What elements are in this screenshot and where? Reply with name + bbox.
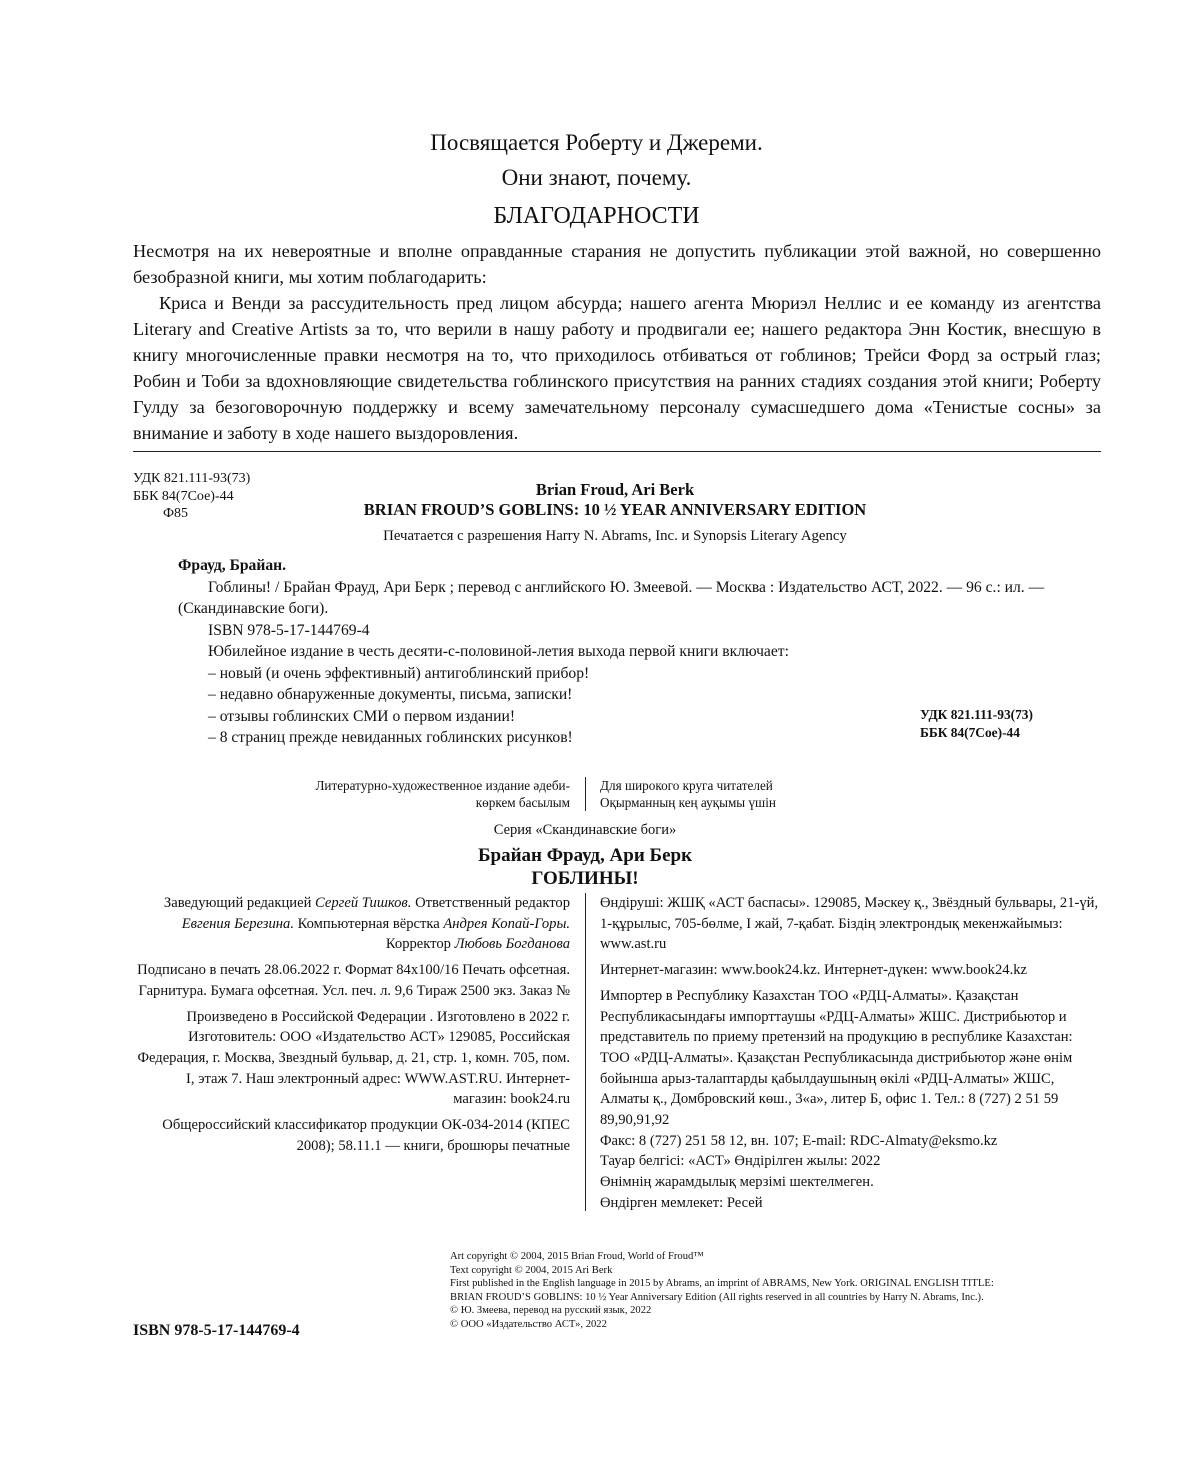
audience-divider [585, 777, 586, 811]
kz-producer: Өндіруші: ЖШҚ «АСТ баспасы». 129085, Мәскеу қ., Звёздный бульвары, 21-үй, 1-құрылыс, 705-бөлме, I жай, 7-қабат. Біздің электрондық мекенжайымыз: www.ast.ru [600, 895, 1099, 953]
catalog-codes [920, 706, 1033, 741]
bbk-code: ББК 84(7Сое)-44 [133, 488, 234, 504]
name: Евгения Березина. [181, 915, 294, 932]
catalog-item: – отзывы гоблинских СМИ о первом издании! [208, 707, 516, 725]
imprint-left [133, 893, 570, 1161]
edition-type [250, 777, 570, 811]
catalog-item: – 8 страниц прежде невиданных гоблинских рисунков! [208, 729, 573, 746]
catalog-heading: Фрауд, Брайан. [178, 557, 287, 574]
label: Заведующий редакцией [163, 895, 316, 911]
online-shop: Интернет-магазин: www.book24.kz. Интернет-дүкен: www.book24.kz [600, 962, 1027, 979]
audience-line: Для широкого круга читателей [600, 778, 773, 793]
copyright-line: First published in the English language in 2015 by Abrams, an imprint of ABRAMS, New York. ORIGINAL ENGLISH TITLE: [450, 1278, 994, 1290]
isbn-bottom: ISBN 978-5-17-144769-4 [133, 1322, 300, 1339]
series-authors: Брайан Фрауд, Ари Берк [477, 845, 693, 866]
copyright-line: BRIAN FROUD’S GOBLINS: 10 ½ Year Anniversary Edition (All rights reserved in all countries by Harry N. Abrams, Inc.). [450, 1291, 984, 1303]
series-label: Серия «Скандинавские боги» [493, 822, 677, 838]
kz-importer: Импортер в Республику Казахстан ТОО «РДЦ-Алматы». Қазақстан Республикасындағы импорттаушы «РДЦ-Алматы» ЖШС. Дистрибьютор и представитель по приему претензий на продукцию в республике Казахстан: ТОО «РДЦ-Алматы». Қазақстан Республикасында дистрибьютор және өнім бойынша арыз-талаптарды қабылдаушының өкілі «РДЦ-Алматы» ЖШС, Алматы қ., Домбровский көш., 3«а», литер Б, офис 1. Тел.: 8 (727) 2 51 59 89,90,91,92 [600, 987, 1073, 1129]
manufacturer: Произведено в Российской Федерации . Изготовлено в 2022 г. Изготовитель: ООО «Издательство АСТ» 129085, Российская Федерация, г. Москва, Звездный бульвар, д. 21, стр. 1, комн. 705, пом. I, этаж 7. Наш электронный адрес: WWW.AST.RU. Интернет-магазин: book24.ru [137, 1008, 570, 1108]
original-authors: Brian Froud, Ari Berk [535, 480, 695, 499]
copyright-line: © ООО «Издательство АСТ», 2022 [450, 1318, 607, 1330]
copyright-block [450, 1250, 1100, 1332]
udk-code-bold: УДК 821.111-93(73) [920, 707, 1033, 722]
product-classifier: Общероссийский классификатор продукции ОК-034-2014 (КПЕС 2008); 58.11.1 — книги, брошюры печатные [162, 1117, 570, 1154]
copyright-line: Text copyright © 2004, 2015 Ari Berk [450, 1264, 613, 1276]
copyright-line: © Ю. Змеева, перевод на русский язык, 2022 [450, 1305, 652, 1317]
catalog-annotation: Юбилейное издание в честь десяти-с-половиной-летия выхода первой книги включает: [208, 643, 789, 660]
dedication-line-1: Посвящается Роберту и Джереми. [430, 130, 763, 155]
audience [600, 777, 920, 811]
series-title: ГОБЛИНЫ! [531, 868, 639, 889]
edition-type-line: Литературно-художественное издание әдеби- [315, 778, 570, 793]
editorial-staff [133, 893, 570, 955]
catalog-description: Гоблины! / Брайан Фрауд, Ари Берк ; перевод с английского Ю. Змеевой. — Москва : Издательство АСТ, 2022. — 96 с.: ил. — (Скандинавские боги). [178, 578, 1045, 617]
label: Корректор [385, 936, 455, 953]
udk-code: УДК 821.111-93(73) [133, 471, 251, 486]
author-mark: Ф85 [163, 506, 189, 521]
catalog-item: – недавно обнаруженные документы, письма, записки! [208, 686, 573, 703]
audience-line: Оқырманның кең ауқымы үшін [600, 795, 776, 810]
name: Любовь Богданова [454, 936, 570, 953]
permission-note: Печатается с разрешения Harry N. Abrams, Inc. и Synopsis Literary Agency [383, 528, 847, 544]
acknowledgements-thanks: Криса и Венди за рассудительность пред лицом абсурда; нашего агента Мюриэл Неллис и ее команду из агентства Literary and Creative Artists за то, что верили в нашу работу и продвигали ее; нашего редактора Энн Костик, внесшую в книгу многочисленные правки несмотря на то, что приходилось отбиваться от гоблинов; Трейси Форд за острый глаз; Робин и Тоби за вдохновляющие свидетельства гоблинского присутствия на ранних стадиях создания этой книги; Роберту Гулду за безоговорочную поддержку и всему замечательному персоналу сумасшедшего дома «Тенистые сосны» за внимание и заботу в ходе нашего выздоровления. [133, 293, 1101, 443]
catalog-isbn: ISBN 978-5-17-144769-4 [208, 621, 370, 639]
fax-email: Факс: 8 (727) 251 58 12, вн. 107; E-mail: RDC-Almaty@eksmo.kz [600, 1132, 998, 1149]
imprint-right [600, 893, 1100, 1214]
imprint-divider [585, 893, 586, 1211]
name: Андрея Копай-Горы. [443, 915, 570, 932]
label: Ответственный редактор [415, 895, 570, 911]
print-details: Подписано в печать 28.06.2022 г. Формат 84x100/16 Печать офсетная. Гарнитура. Бумага офсетная. Усл. печ. л. 9,6 Тираж 2500 экз. Заказ № [137, 962, 570, 999]
acknowledgements-intro: Несмотря на их невероятные и вполне оправданные старания не допустить публикации этой важной, но совершенно безобразной книги, мы хотим поблагодарить: [133, 241, 1101, 287]
label: Компьютерная вёрстка [293, 915, 444, 932]
acknowledgements-title: БЛАГОДАРНОСТИ [493, 203, 700, 229]
copyright-line: Art copyright © 2004, 2015 Brian Froud, World of Froud™ [450, 1251, 704, 1262]
bbk-code-bold: ББК 84(7Сое)-44 [920, 724, 1020, 740]
original-title: BRIAN FROUD’S GOBLINS: 10 ½ YEAR ANNIVERSARY EDITION [363, 500, 867, 519]
dedication-line-2: Они знают, почему. [501, 165, 692, 190]
edition-type-line: көркем басылым [475, 795, 570, 810]
trademark: Тауар белгісі: «АСТ» Өндірілген жылы: 2022 [600, 1153, 881, 1170]
section-divider [133, 451, 1101, 452]
shelf-life: Өнімнің жарамдылық мерзімі шектелмеген. [600, 1174, 874, 1191]
name: Сергей Тишков. [315, 895, 412, 911]
catalog-item: – новый (и очень эффективный) антигоблинский прибор! [208, 664, 590, 682]
country-of-origin: Өндірген мемлекет: Ресей [600, 1194, 763, 1211]
